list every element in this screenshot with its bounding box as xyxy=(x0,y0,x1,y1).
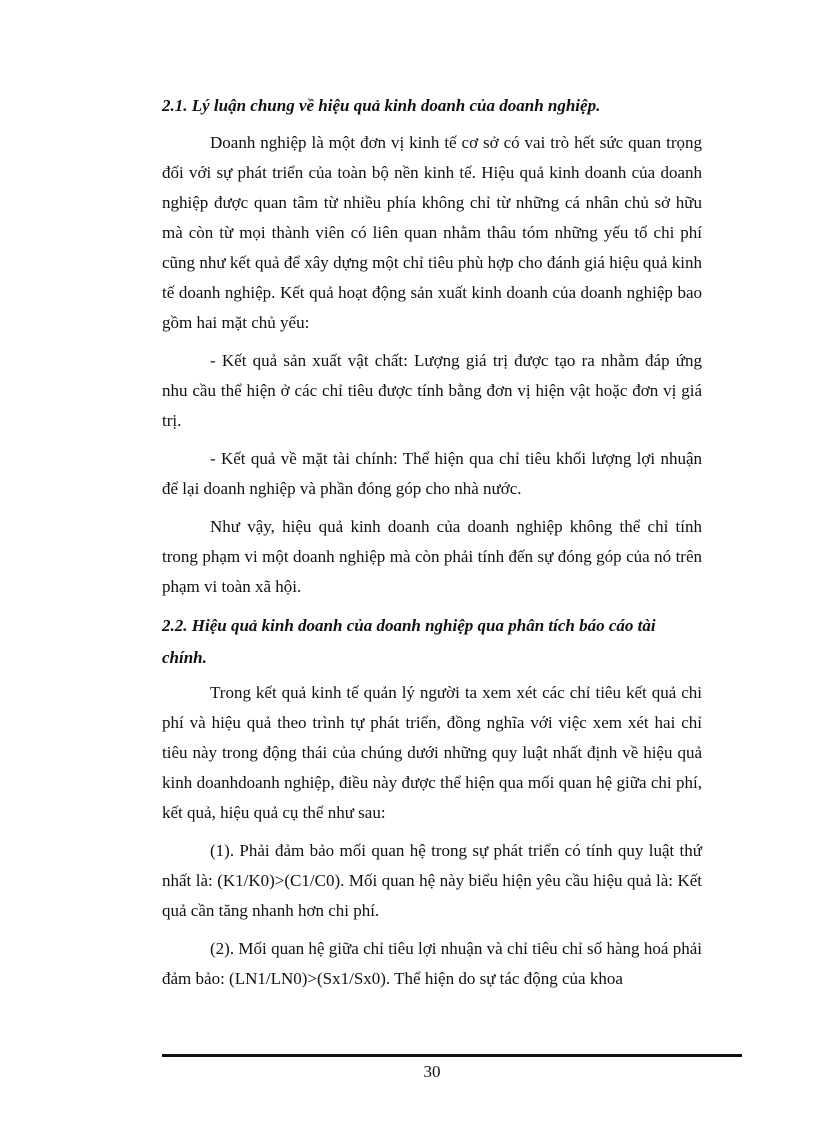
footer-divider xyxy=(162,1054,742,1057)
paragraph: Như vậy, hiệu quả kinh doanh của doanh nghiệp không thể chỉ tính trong phạm vi một doanh nghiệp mà còn phải tính đến sự đóng góp của nó trên phạm vi toàn xã hội. xyxy=(162,517,702,596)
page-number: 30 xyxy=(423,1062,441,1081)
section-heading-2-2: 2.2. Hiệu quả kinh doanh của doanh nghiệp qua phân tích báo cáo tài chính. xyxy=(162,616,656,667)
section-heading-2-1: 2.1. Lý luận chung về hiệu quả kinh doanh của doanh nghiệp. xyxy=(162,96,601,115)
bullet-paragraph: - Kết quả về mặt tài chính: Thể hiện qua chỉ tiêu khối lượng lợi nhuận để lại doanh nghiệp và phần đóng góp cho nhà nước. xyxy=(162,449,702,498)
paragraph: Doanh nghiệp là một đơn vị kinh tế cơ sở có vai trò hết sức quan trọng đối với sự phát triển của toàn bộ nền kinh tế. Hiệu quả kinh doanh của doanh nghiệp được quan tâm từ nhiều phía không chỉ từ những cá nhân chủ sở hữu mà còn từ mọi thành viên có liên quan nhằm thâu tóm những yếu tố chi phí cũng như kết quả để xây dựng một chỉ tiêu phù hợp cho đánh giá hiệu quả kinh tế doanh nghiệp. Kết quả hoạt động sản xuất kinh doanh của doanh nghiệp bao gồm hai mặt chủ yếu: xyxy=(162,133,702,332)
numbered-paragraph: (1). Phải đảm bảo mối quan hệ trong sự phát triển có tính quy luật thứ nhất là: (K1/K0)>(C1/C0). Mối quan hệ này biểu hiện yêu cầu hiệu quả là: Kết quả cần tăng nhanh hơn chi phí. xyxy=(162,841,702,920)
bullet-paragraph: - Kết quả sản xuất vật chất: Lượng giá trị được tạo ra nhằm đáp ứng nhu cầu thể hiện ở các chỉ tiêu được tính bằng đơn vị hiện vật hoặc đơn vị giá trị. xyxy=(162,351,702,430)
page-content xyxy=(162,90,702,1002)
numbered-paragraph: (2). Mối quan hệ giữa chỉ tiêu lợi nhuận và chỉ tiêu chỉ số hàng hoá phải đảm bảo: (LN1/LN0)>(Sx1/Sx0). Thể hiện do sự tác động của khoa xyxy=(162,939,702,988)
paragraph: Trong kết quả kinh tế quản lý người ta xem xét các chỉ tiêu kết quả chi phí và hiệu quả theo trình tự phát triển, đồng nghĩa với việc xem xét hai chỉ tiêu này trong động thái của chúng dưới những quy luật nhất định về hiệu quả kinh doanhdoanh nghiệp, điều này được thể hiện qua mối quan hệ giữa chi phí, kết quả, hiệu quả cụ thể như sau: xyxy=(162,683,702,822)
